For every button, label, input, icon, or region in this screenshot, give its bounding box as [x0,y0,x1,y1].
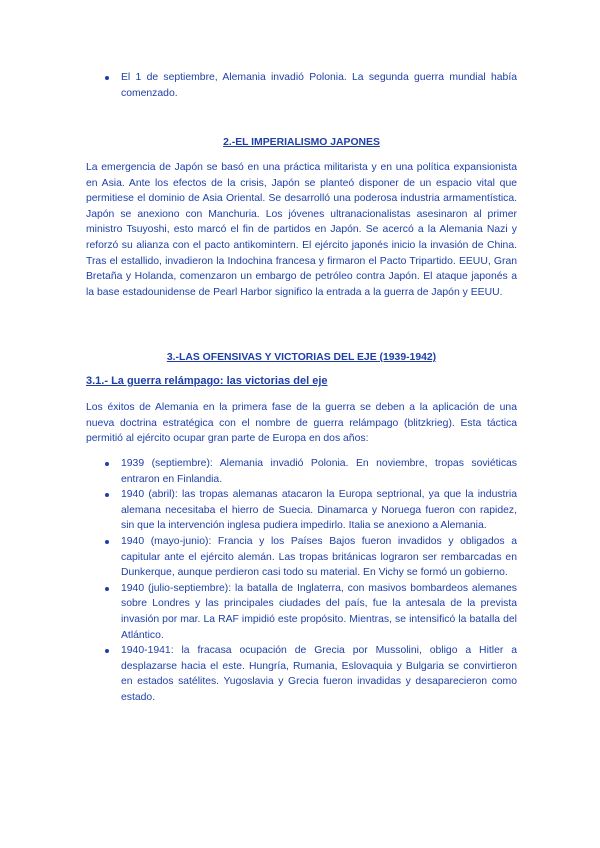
section-2-title: 2.-EL IMPERIALISMO JAPONES [223,137,380,148]
bullet-icon [105,462,109,466]
list-item [121,534,517,581]
list-item-text: 1939 (septiembre): Alemania invadió Polonia. En noviembre, tropas soviéticas entraron en Finlandia. [121,458,517,485]
section-2-heading [86,135,517,151]
intro-bullet-list [121,70,517,101]
list-item-text: 1940 (abril): las tropas alemanas atacaron la Europa septrional, ya que la industria alemana necesitaba el hierro de Suecia. Dinamarca y Noruega fueron con rapidez, sin que la intervención inglesa pudiera impedirlo. Italia se anexiono a Alemania. [121,489,517,532]
section-3-title: 3.-LAS OFENSIVAS Y VICTORIAS DEL EJE (1939-1942) [166,352,437,363]
list-item-text: 1940 (julio-septiembre): la batalla de Inglaterra, con masivos bombardeos alemanes sobre Londres y las principales ciudades del país, fue la antesala de la prevista invasión por mar. La RAF impidió este propósito. Mientras, se intensificó la batalla del Atlántico. [121,582,517,641]
list-item [121,643,517,705]
list-item-text: 1940 (mayo-junio): Francia y los Países Bajos fueron invadidos y obligados a capitular ante el ejército alemán. Las tropas británicas lograron ser rembarcadas en Dunkerque, aunque perdieron casi todo su material. En Vichy se formó un gobierno. [121,535,517,579]
bullet-icon [105,76,109,80]
bullet-icon [105,540,109,544]
list-item [121,456,517,487]
bullet-icon [105,587,109,591]
list-item [121,581,517,643]
subsection-3-1-title: 3.1.- La guerra relámpago: las victorias del eje [86,375,328,387]
list-item [121,487,517,534]
section-2-paragraph: La emergencia de Japón se basó en una práctica militarista y en una política expansionista en Asia. Ante los efectos de la crisis, Japón se planteó disponer de un espacio vital que permitiese el dominio de Asia Oriental. Se desarrolló una poderosa industria armamentística. Japón se anexiono con Manchuria. Los jóvenes ultranacionalistas asesinaron al primer ministro Tsuyoshi, esto marcó el fin de partidos en Japón. Se acercó a la Alemania Nazi y reforzó su alianza con el pacto antikomintern. El ejército japonés inicio la invasión de China. Tras el estallido, invadieron la Indochina francesa y firmaron el Pacto Tripartido. EEUU, Gran Bretaña y Holanda, comenzaron un embargo de petróleo contra Japón. El ataque japonés a la base estadounidense de Pearl Harbor significo la entrada a la guerra de Japón y EEUU. [86,162,517,298]
list-item-text: 1940-1941: la fracasa ocupación de Grecia por Mussolini, obligo a Hitler a desplazarse hacia el este. Hungría, Rumania, Eslovaquia y Bulgaria se convirtieron en estados satélites. Yugoslavia y Grecia fueron invadidas y desaparecieron como estado. [121,645,517,703]
bullet-icon [105,649,109,653]
list-item-text: El 1 de septiembre, Alemania invadió Polonia. La segunda guerra mundial había comenzado. [121,72,517,99]
subsection-3-1-paragraph: Los éxitos de Alemania en la primera fase de la guerra se deben a la aplicación de una nueva doctrina estratégica con el nombre de guerra relámpago (blitzkrieg). Esta táctica permitió al ejército ocupar gran parte de Europa en dos años: [86,402,517,445]
bullet-icon [105,493,109,497]
list-item [121,70,517,101]
section-3-heading [86,350,517,366]
subsection-3-1-heading [86,374,517,390]
events-bullet-list [121,456,517,706]
